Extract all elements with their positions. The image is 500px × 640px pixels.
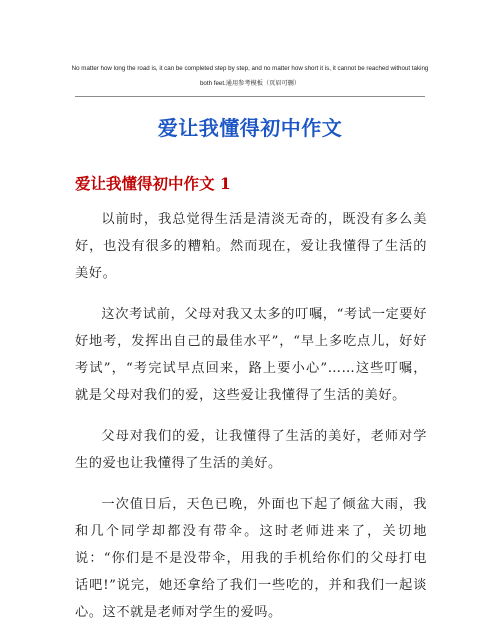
section-title: 爱让我懂得初中作文 1	[75, 174, 231, 193]
paragraph-4: 一次值日后，天色已晚，外面也下起了倾盆大雨，我和几个同学却都没有带伞。这时老师进来了，关切地说：“你们是不是没带伞，用我的手机给你们的父母打电话吧!”说完，她还拿给了我们一些吃的，并和我们一起谈心。这不就是老师对学生的爱吗。	[75, 497, 427, 620]
paragraph-2: 这次考试前，父母对我又太多的叮嘱，“考试一定要好好地考，发挥出自己的最佳水平”，“早上多吃点儿，好好考试”，“考完试早点回来，路上要小心”……这些叮嘱，就是父母对我们的爱，这些爱让我懂得了生活的美好。	[75, 307, 427, 403]
paragraph-3: 父母对我们的爱，让我懂得了生活的美好，老师对学生的爱也让我懂得了生活的美好。	[75, 429, 427, 471]
header-divider	[75, 96, 425, 97]
paragraph-1: 以前时，我总觉得生活是清淡无奇的，既没有多么美好，也没有很多的糟粕。然而现在，爱让我懂得了生活的美好。	[75, 212, 427, 281]
document-body	[75, 206, 427, 640]
page-header-text: No matter how long the road is, it can be completed step by step, and no matter how short it is, it cannot be reached without taking both feet.通用参考模板（页眉可删）	[71, 65, 429, 87]
document-title: 爱让我懂得初中作文	[157, 116, 343, 140]
